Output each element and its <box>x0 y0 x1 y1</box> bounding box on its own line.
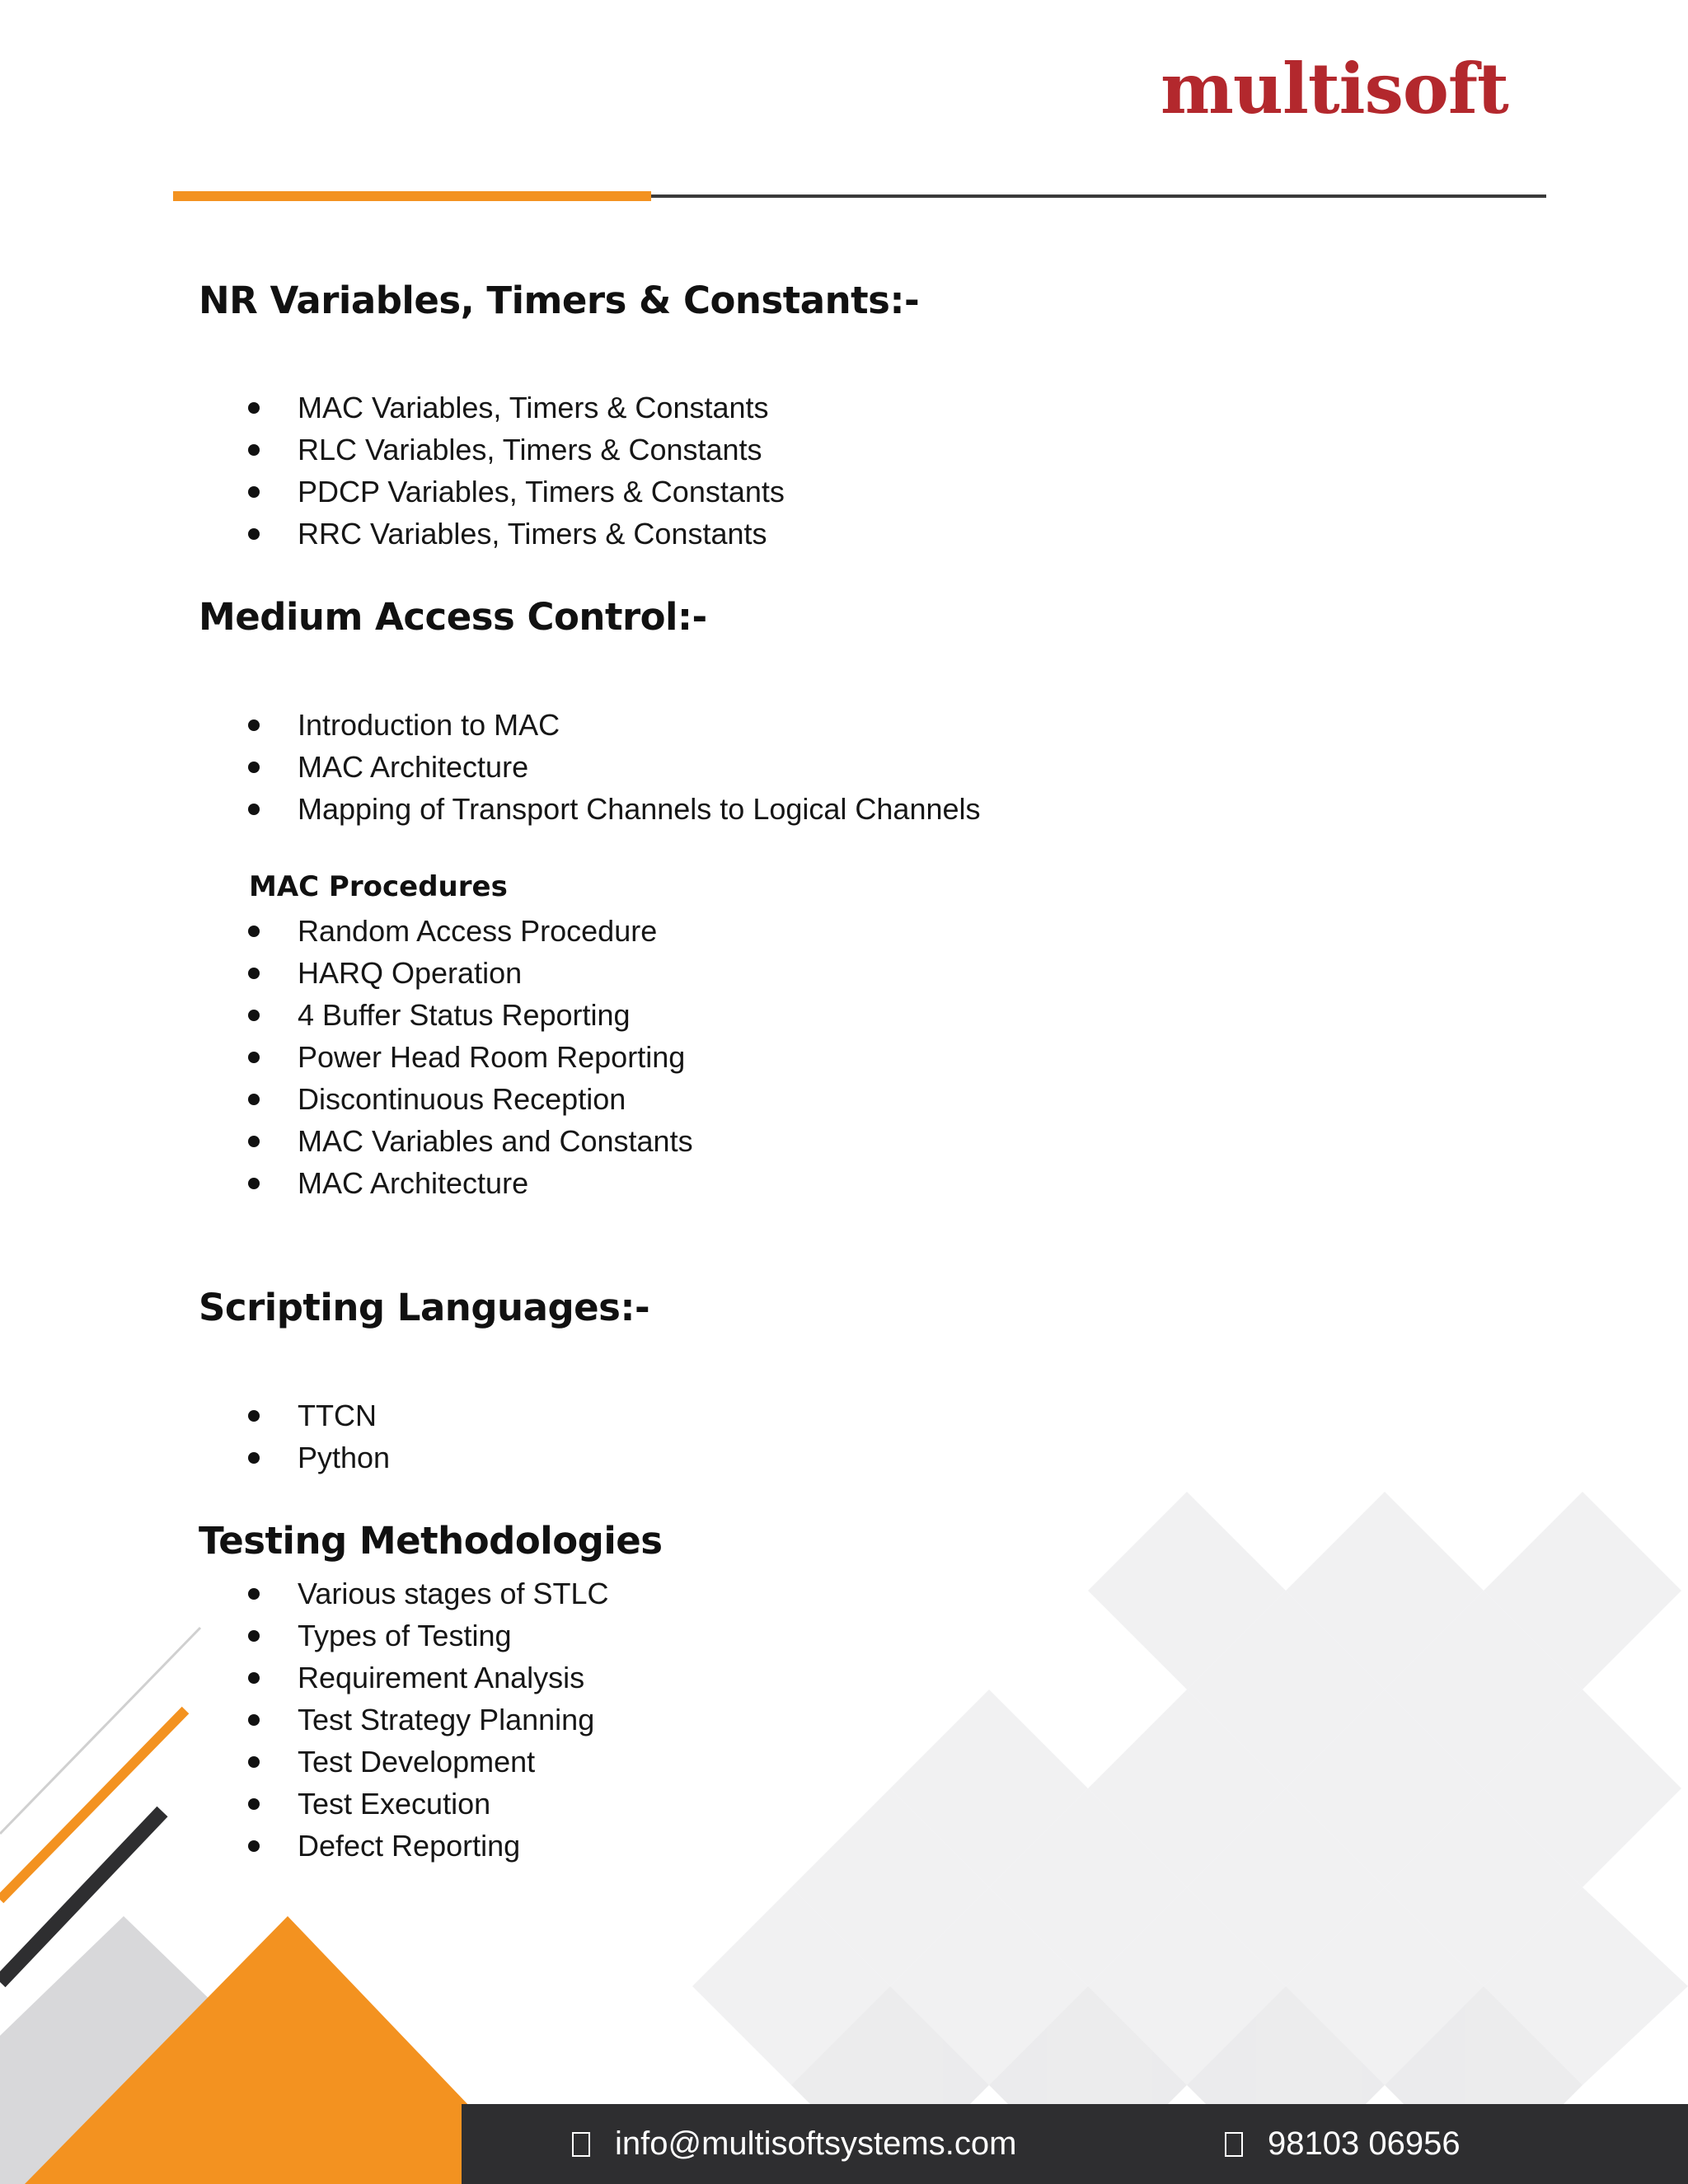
multisoft-logo: multisoft <box>1160 48 1508 129</box>
list-item: TTCN <box>0 1394 390 1436</box>
list-item: HARQ Operation <box>0 952 693 994</box>
footer-phone[interactable] <box>1225 2104 1461 2184</box>
list-item: Types of Testing <box>0 1615 609 1657</box>
list-item: Test Execution <box>0 1783 609 1825</box>
email-text[interactable]: info@multisoftsystems.com <box>615 2125 1017 2162</box>
bullet-icon <box>248 1178 260 1189</box>
bullet-list <box>0 387 785 555</box>
bullet-icon <box>248 402 260 414</box>
bullet-list <box>0 704 981 830</box>
bullet-icon <box>248 1410 260 1422</box>
bullet-icon <box>248 444 260 456</box>
footer-email[interactable] <box>572 2104 1016 2184</box>
bullet-icon <box>248 926 260 937</box>
bullet-list <box>0 910 693 1204</box>
footer <box>0 2104 1688 2184</box>
bullet-icon <box>248 804 260 815</box>
bullet-icon <box>248 1756 260 1768</box>
list-item: MAC Architecture <box>0 1162 693 1204</box>
bullet-list <box>0 1572 609 1867</box>
section-heading: Scripting Languages:- <box>199 1286 650 1329</box>
section-heading: Testing Methodologies <box>199 1519 663 1563</box>
bullet-icon <box>248 1798 260 1810</box>
bullet-icon <box>248 1714 260 1726</box>
list-item: Mapping of Transport Channels to Logical Channels <box>0 788 981 830</box>
phone-text[interactable]: 98103 06956 <box>1268 2125 1461 2162</box>
list-item: MAC Architecture <box>0 746 981 788</box>
list-item: Introduction to MAC <box>0 704 981 746</box>
phone-icon <box>1225 2132 1243 2157</box>
bullet-icon <box>248 1052 260 1063</box>
list-item: MAC Variables and Constants <box>0 1120 693 1162</box>
bullet-icon <box>248 719 260 731</box>
list-item: Various stages of STLC <box>0 1572 609 1615</box>
bullet-icon <box>248 528 260 540</box>
list-item: Test Development <box>0 1741 609 1783</box>
list-item: PDCP Variables, Timers & Constants <box>0 471 785 513</box>
bullet-icon <box>248 1840 260 1852</box>
section-heading: NR Variables, Timers & Constants:- <box>199 279 920 322</box>
bullet-icon <box>248 486 260 498</box>
bullet-icon <box>248 1010 260 1021</box>
bullet-icon <box>248 1452 260 1464</box>
list-item: 4 Buffer Status Reporting <box>0 994 693 1036</box>
bullet-icon <box>248 1094 260 1105</box>
subsection-heading: MAC Procedures <box>249 870 508 903</box>
bullet-icon <box>248 968 260 979</box>
bullet-icon <box>248 1588 260 1600</box>
bullet-icon <box>248 762 260 773</box>
list-item: MAC Variables, Timers & Constants <box>0 387 785 429</box>
list-item: RLC Variables, Timers & Constants <box>0 429 785 471</box>
email-icon <box>572 2132 590 2157</box>
list-item: Discontinuous Reception <box>0 1078 693 1120</box>
list-item: Python <box>0 1436 390 1479</box>
bullet-icon <box>248 1672 260 1684</box>
list-item: Random Access Procedure <box>0 910 693 952</box>
list-item: Power Head Room Reporting <box>0 1036 693 1078</box>
list-item: Defect Reporting <box>0 1825 609 1867</box>
section-heading: Medium Access Control:- <box>199 595 707 639</box>
bullet-icon <box>248 1630 260 1642</box>
list-item: Requirement Analysis <box>0 1657 609 1699</box>
list-item: RRC Variables, Timers & Constants <box>0 513 785 555</box>
list-item: Test Strategy Planning <box>0 1699 609 1741</box>
bullet-list <box>0 1394 390 1479</box>
bullet-icon <box>248 1136 260 1147</box>
